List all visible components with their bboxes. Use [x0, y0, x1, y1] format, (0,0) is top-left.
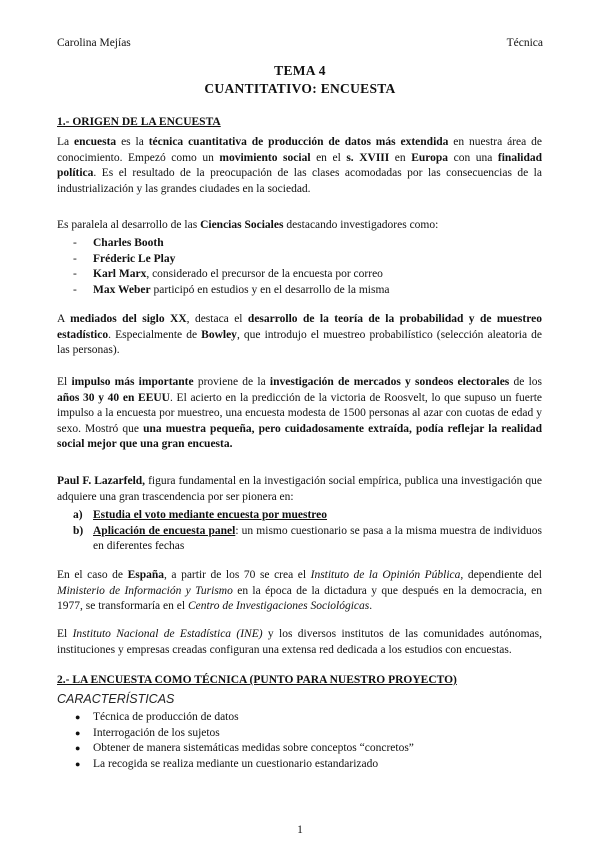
- list-item: a) Estudia el voto mediante encuesta por muestreo: [73, 509, 328, 521]
- list-item: - Karl Marx, considerado el precursor de la encuesta por correo: [73, 268, 383, 281]
- list-item: b) Aplicación de encuesta panel: un mismo cuestionario se pasa a la misma muestra de individuos en diferentes fechas: [73, 524, 543, 553]
- list-item: ● Interrogación de los sujetos: [75, 726, 220, 739]
- header-subject: Técnica: [506, 37, 543, 49]
- list-item: - Charles Booth: [73, 237, 164, 249]
- paragraph-lazarfeld: Paul F. Lazarfeld, figura fundamental en la investigación social empírica, publica una investigación que adquiere una gran trascendencia por ser pionera en:: [57, 475, 542, 503]
- characteristics-subheading: CARACTERÍSTICAS: [57, 692, 175, 706]
- paragraph-ciencias: Es paralela al desarrollo de las Ciencias Sociales destacando investigadores como:: [57, 219, 439, 231]
- paragraph-impulso: El impulso más importante proviene de la investigación de mercados y sondeos electorales de los años 30 y 40 en EEUU. El acierto en la predicción de la victoria de Roosvelt, lo que supuso un fuerte impulso a la encuesta por muestreo, una encuesta modesta de 1500 personas al azar con cuotas de edad y sexo. Mostró que una muestra pequeña, pero cuidadosamente extraída, podía reflejar la realidad social mejor que una gran encuesta.: [57, 376, 542, 451]
- p1: La encuesta es la técnica cuantitativa de producción de datos más extendida en nuestra área de conocimiento. Empezó como un movimiento social en el s. XVIII en Europa con una finalidad política. Es el resultado de la preocupación de las clases acomodadas por las consecuencias de la industrialización y las grandes ciudades en la sociedad.: [57, 136, 543, 195]
- list-item: - Max Weber participó en estudios y en el desarrollo de la misma: [73, 283, 390, 296]
- paragraph-ine: El Instituto Nacional de Estadística (INE) y los diversos institutos de las comunidades autónomas, instituciones y empresas creadas configuran una extensa red dedicada a los estudios con encuestas.: [57, 628, 542, 656]
- list-item: - Fréderic Le Play: [73, 252, 176, 265]
- characteristics-list: [57, 710, 542, 772]
- list-item: ● Técnica de producción de datos: [75, 711, 239, 723]
- doc-title-line1: TEMA 4: [274, 63, 326, 78]
- lazarfeld-contributions: [57, 508, 542, 555]
- page-number: 1: [297, 824, 303, 836]
- list-item: ● Obtener de manera sistemáticas medidas sobre conceptos “concretos”: [75, 742, 414, 755]
- list-item: ● La recogida se realiza mediante un cuestionario estandarizado: [75, 757, 379, 770]
- section1-heading: 1.- ORIGEN DE LA ENCUESTA: [57, 116, 221, 128]
- doc-title-line2: CUANTITATIVO: ENCUESTA: [204, 81, 396, 96]
- paragraph-origin: [57, 135, 542, 197]
- header-author: Carolina Mejías: [57, 37, 131, 49]
- paragraph-espana: En el caso de España, a partir de los 70 se crea el Instituto de la Opinión Pública, dependiente del Ministerio de Información y Turismo en la época de la dictadura y que después en la democracia, en 1977, se transformaría en el Centro de Investigaciones Sociológicas.: [57, 569, 542, 613]
- paragraph-siglo-xx: A mediados del siglo XX, destaca el desarrollo de la teoría de la probabilidad y de muestreo estadístico. Especialmente de Bowley, que introdujo el muestreo probabilístico (selección aleatoria de las personas).: [57, 313, 543, 357]
- researchers-list: [57, 236, 542, 298]
- section2-heading: 2.- LA ENCUESTA COMO TÉCNICA (PUNTO PARA NUESTRO PROYECTO): [57, 674, 457, 686]
